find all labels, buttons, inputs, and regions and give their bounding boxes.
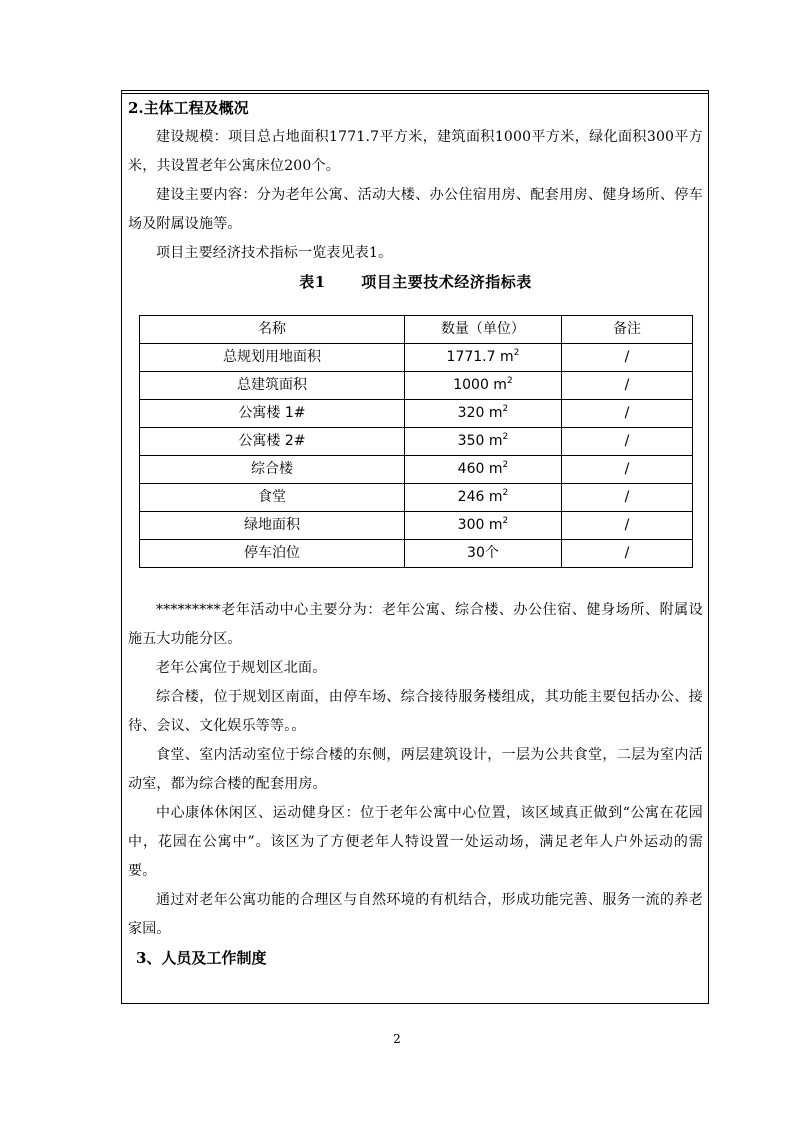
indicator-table — [139, 315, 693, 568]
cell-quantity — [404, 512, 561, 540]
table-row — [140, 540, 693, 568]
table-row — [140, 344, 693, 372]
section-2 — [128, 94, 703, 297]
table-row — [140, 400, 693, 428]
cell-note: / — [561, 400, 692, 428]
body-paragraph-canteen: 食堂、室内活动室位于综合楼的东侧，两层建筑设计，一层为公共食堂，二层为室内活动室，都为综合楼的配套用房。 — [128, 747, 703, 792]
cell-note: / — [561, 512, 692, 540]
cell-name: 公寓楼 2# — [140, 428, 405, 456]
section-2-heading: 2.主体工程及概况 — [128, 99, 249, 117]
cell-name: 总建筑面积 — [140, 372, 405, 400]
table-row — [140, 512, 693, 540]
scale-paragraph: 建设规模：项目总占地面积1771.7平方米，建筑面积1000平方米，绿化面积300平方米，共设置老年公寓床位200个。 — [128, 129, 703, 174]
table-caption-title: 项目主要技术经济指标表 — [361, 273, 532, 291]
cell-note: / — [561, 540, 692, 568]
body-paragraph-apartment: 老年公寓位于规划区北面。 — [156, 660, 327, 676]
cell-quantity — [404, 344, 561, 372]
cell-unit-superscript: 2 — [502, 432, 509, 442]
cell-quantity — [404, 428, 561, 456]
cell-quantity — [404, 540, 561, 568]
cell-unit-superscript: 2 — [502, 488, 509, 498]
cell-quantity-value: 30个 — [467, 545, 499, 561]
header-note: 备注 — [561, 316, 692, 344]
cell-quantity — [404, 456, 561, 484]
body-paragraph-zones: *********老年活动中心主要分为：老年公寓、综合楼、办公住宿、健身场所、附属设施五大功能分区。 — [128, 602, 703, 647]
cell-quantity-value: 300 m — [457, 517, 503, 533]
table-caption — [128, 268, 703, 297]
cell-note: / — [561, 372, 692, 400]
cell-unit-superscript: 2 — [502, 460, 509, 470]
table-row — [140, 484, 693, 512]
cell-name: 综合楼 — [140, 456, 405, 484]
cell-quantity — [404, 400, 561, 428]
body-paragraph-complex: 综合楼，位于规划区南面，由停车场、综合接待服务楼组成，其功能主要包括办公、接待、会议、文化娱乐等等。。 — [128, 689, 703, 734]
cell-quantity-value: 350 m — [457, 433, 503, 449]
page-number: 2 — [393, 1032, 401, 1046]
body-paragraph-fitness: 中心康体休闲区、运动健身区：位于老年公寓中心位置，该区域真正做到“公寓在花园中，花园在公寓中”。该区为了方便老年人特设置一处运动场，满足老年人户外运动的需要。 — [128, 805, 703, 879]
content-paragraph: 建设主要内容：分为老年公寓、活动大楼、办公住宿用房、配套用房、健身场所、停车场及附属设施等。 — [128, 187, 703, 232]
section-3-heading: 3、人员及工作制度 — [136, 949, 267, 967]
table-reference-paragraph: 项目主要经济技术指标一览表见表1。 — [156, 245, 393, 261]
cell-quantity-value: 1771.7 m — [446, 349, 514, 365]
cell-note: / — [561, 344, 692, 372]
table-header-row — [140, 316, 693, 344]
cell-note: / — [561, 456, 692, 484]
cell-quantity-value: 460 m — [457, 461, 503, 477]
cell-name: 食堂 — [140, 484, 405, 512]
body-text — [128, 596, 703, 973]
cell-name: 绿地面积 — [140, 512, 405, 540]
cell-unit-superscript: 2 — [513, 348, 520, 358]
cell-quantity-value: 246 m — [457, 489, 503, 505]
cell-name: 总规划用地面积 — [140, 344, 405, 372]
body-paragraph-summary: 通过对老年公寓功能的合理区与自然环境的有机结合，形成功能完善、服务一流的养老家园。 — [128, 892, 703, 937]
header-name: 名称 — [140, 316, 405, 344]
cell-unit-superscript: 2 — [506, 376, 513, 386]
cell-unit-superscript: 2 — [502, 404, 509, 414]
cell-quantity — [404, 484, 561, 512]
header-quantity: 数量（单位） — [404, 316, 561, 344]
table-caption-number: 表1 — [299, 273, 326, 291]
cell-note: / — [561, 428, 692, 456]
table-row — [140, 428, 693, 456]
cell-quantity-value: 320 m — [457, 405, 503, 421]
cell-note: / — [561, 484, 692, 512]
cell-quantity-value: 1000 m — [453, 377, 507, 393]
cell-quantity — [404, 372, 561, 400]
cell-name: 停车泊位 — [140, 540, 405, 568]
table-row — [140, 456, 693, 484]
cell-unit-superscript: 2 — [502, 516, 509, 526]
table-row — [140, 372, 693, 400]
cell-name: 公寓楼 1# — [140, 400, 405, 428]
